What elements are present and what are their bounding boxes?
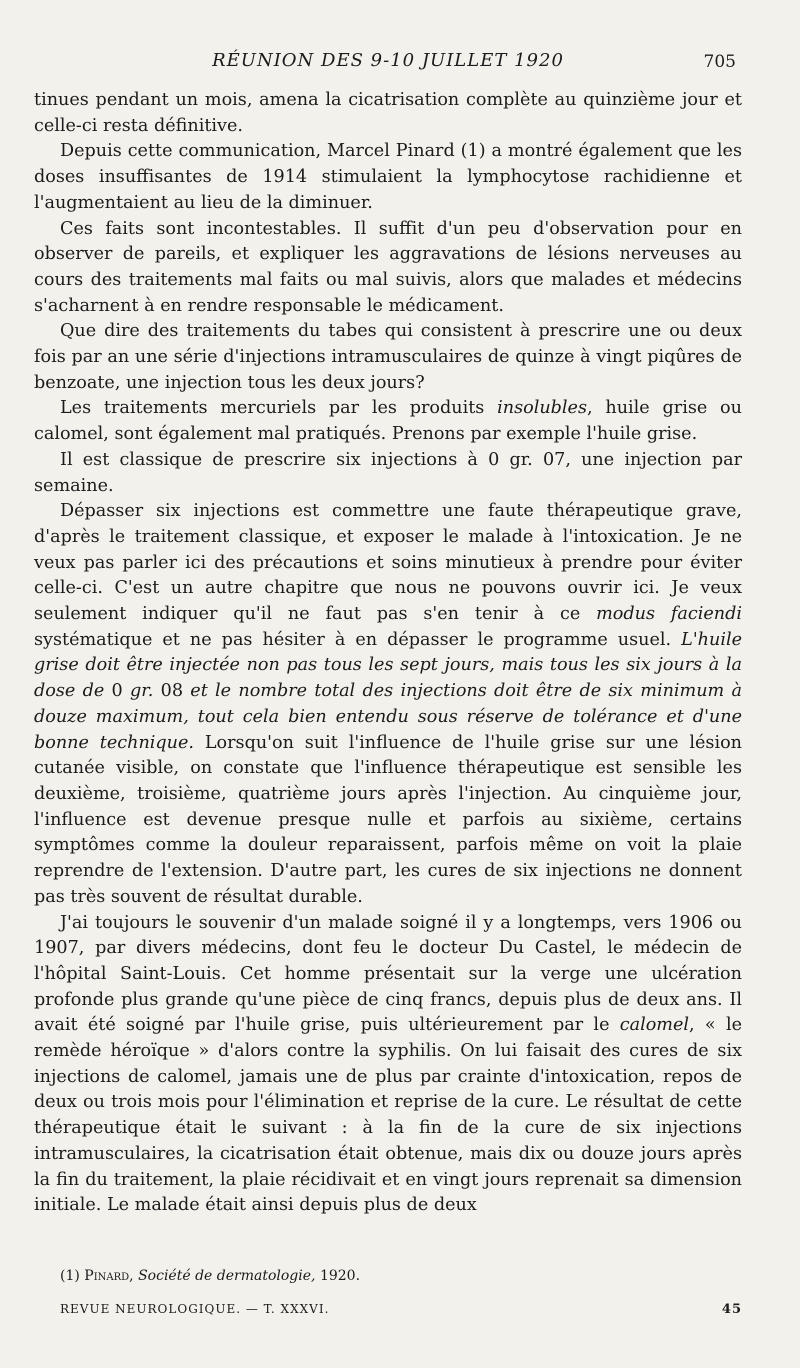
paragraph-3: Ces faits sont incontestables. Il suffit d'un peu d'observation pour en observer de pareils, et expliquer les aggravations de lésions nerveuses au cours des traitements mal faits ou mal suivis, alors que malades et médecins s'acharnent à en rendre responsable le médicament. [34, 218, 742, 316]
running-title: RÉUNION DES 9-10 JUILLET 1920 [212, 50, 564, 71]
paragraph-6: Il est classique de prescrire six injections à 0 gr. 07, une injection par semaine. [34, 449, 742, 496]
footnote-marker: (1) [60, 1268, 80, 1284]
footer-sheet-number: 45 [721, 1302, 742, 1317]
text-run: , « le remède héroïque » d'alors contre la syphilis. On lui faisait des cures de six injections de calomel, jamais une de plus par crainte d'intoxication, repos de deux ou trois mois pour l'élimination et reprise de la cure. Le résultat de cette thérapeutique était le suivant : à la fin de la cure de six injections intramusculaires, la cicatrisation était obtenue, mais dix ou douze jours après la fin du traitement, la plaie récidivait et en vingt jours reprenait sa dimension initiale. Le malade était ainsi depuis plus de deux [34, 1015, 742, 1216]
paragraph-4: Que dire des traitements du tabes qui consistent à prescrire une ou deux fois par an une série d'injections intramusculaires de quinze à vingt piqûres de benzoate, une injection tous les deux jours? [34, 321, 742, 393]
running-header [34, 50, 742, 78]
emphasis-calomel: calomel [619, 1015, 690, 1036]
paragraph-5 [34, 396, 742, 447]
text-run: Dépasser six injections est commettre une faute thérapeutique grave, d'après le traitement classique, et exposer le malade à l'intoxication. Je ne veux pas parler ici des précautions et soins minutieux à prendre pour éviter celle-ci. C'est un autre chapitre que nous ne pouvons ouvrir ici. Je veux seulement indiquer qu'il ne faut pas s'en tenir à ce [34, 501, 742, 625]
body-text [34, 88, 742, 1219]
emphasis-dosage-rule: L'huile grise doit être injectée non pas tous les sept jours, mais tous les six jours à la dose de [34, 629, 742, 702]
paragraph-1: tinues pendant un mois, amena la cicatrisation complète au quinzième jour et celle-ci resta définitive. [34, 90, 742, 136]
emphasis-modus-faciendi: modus faciendi [596, 604, 742, 625]
text-run: , huile grise ou calomel, sont également mal pratiqués. Prenons par exemple l'huile grise. [34, 398, 742, 445]
page-footer [60, 1302, 742, 1322]
footnote-year: 1920. [319, 1268, 361, 1284]
emphasis-injection-total: et le nombre total des injections doit être de six minimum à douze maximum, tout cela bien entendu sous réserve de tolérance et d'une bonne technique. [34, 681, 742, 753]
page-number: 705 [703, 52, 736, 72]
paragraph-7 [34, 499, 742, 910]
paragraph-8 [34, 911, 742, 1219]
footnote-source: Société de dermatologie, [138, 1268, 316, 1284]
emphasis-unit: gr. [130, 681, 154, 702]
emphasis-insolubles: insolubles [497, 398, 587, 419]
footnote [60, 1268, 740, 1284]
text-run: J'ai toujours le souvenir d'un malade soigné il y a longtemps, vers 1906 ou 1907, par divers médecins, dont feu le docteur Du Castel, le médecin de l'hôpital Saint-Louis. Cet homme présentait sur la verge une ulcération profonde plus grande qu'une pièce de cinq francs, depuis plus de deux ans. Il avait été soigné par l'huile grise, puis ultérieurement par le [34, 912, 742, 1036]
paragraph-2: Depuis cette communication, Marcel Pinard (1) a montré également que les doses insuffisantes de 1914 stimulaient la lymphocytose rachidienne et l'augmentaient au lieu de la diminuer. [34, 141, 742, 213]
text-run: systématique et ne pas hésiter à en dépasser le programme usuel. [34, 629, 682, 650]
text-run: Les traitements mercuriels par les produits [60, 398, 498, 419]
text-run: 08 [153, 681, 191, 702]
text-run: 0 [104, 681, 130, 702]
text-run: Lorsqu'on suit l'influence de l'huile grise sur une lésion cutanée visible, on constate que l'influence thérapeutique est sensible les deuxième, troisième, quatrième jours après l'injection. Au cinquième jour, l'influence est devenue presque nulle et parfois au sixième, certains symptômes comme la douleur reparaissent, parfois même on voit la plaie reprendre de l'extension. D'autre part, les cures de six injections ne donnent pas très souvent de résultat durable. [34, 732, 743, 907]
footnote-author: Pinard, [84, 1268, 134, 1284]
footer-journal: REVUE NEUROLOGIQUE. — T. XXXVI. [60, 1302, 330, 1316]
